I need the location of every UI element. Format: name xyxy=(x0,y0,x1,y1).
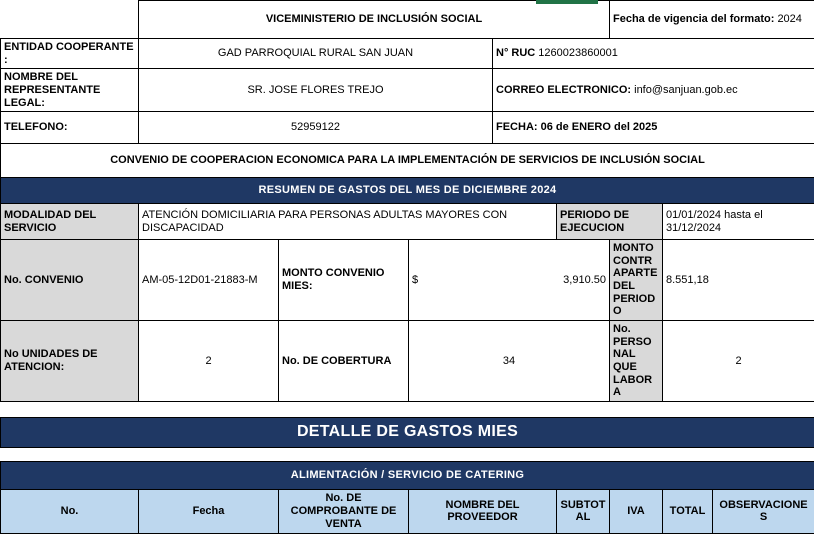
spacer-row-1 xyxy=(1,401,814,417)
ruc-cell xyxy=(493,39,814,69)
detalle-banner: DETALLE DE GASTOS MIES xyxy=(1,417,814,447)
entity-value: GAD PARROQUIAL RURAL SAN JUAN xyxy=(139,39,493,69)
phone-value: 52959122 xyxy=(139,112,493,144)
representative-label: NOMBRE DEL REPRESENTANTE LEGAL: xyxy=(1,69,139,112)
personal-label: No. PERSONAL QUE LABORA xyxy=(610,321,663,402)
ministry-title: VICEMINISTERIO DE INCLUSIÓN SOCIAL xyxy=(139,1,610,39)
header-logo-cell xyxy=(1,1,139,39)
email-value: info@sanjuan.gob.ec xyxy=(634,84,738,96)
col-header-subtotal: SUBTOTAL xyxy=(557,489,610,533)
email-cell xyxy=(493,69,814,112)
contraparte-label: MONTO CONTRAPARTE DEL PERIODO xyxy=(610,240,663,321)
green-tab-marker xyxy=(536,0,598,4)
unidades-value: 2 xyxy=(139,321,279,402)
modalidad-label: MODALIDAD DEL SERVICIO xyxy=(1,204,139,240)
periodo-label: PERIODO DE EJECUCION xyxy=(557,204,663,240)
periodo-value: 01/01/2024 hasta el 31/12/2024 xyxy=(663,204,814,240)
monto-convenio-label: MONTO CONVENIO MIES: xyxy=(279,240,409,321)
date-cell xyxy=(493,112,814,144)
col-header-fecha: Fecha xyxy=(139,489,279,533)
contraparte-value: 8.551,18 xyxy=(663,240,814,321)
col-header-total: TOTAL xyxy=(663,489,713,533)
col-header-comprobante: No. DE COMPROBANTE DE VENTA xyxy=(279,489,409,533)
convenio-number-value: AM-05-12D01-21883-M xyxy=(139,240,279,321)
personal-value: 2 xyxy=(663,321,814,402)
spacer-row-2 xyxy=(1,447,814,461)
convenio-title: CONVENIO DE COOPERACION ECONOMICA PARA LA IMPLEMENTACIÓN DE SERVICIOS DE INCLUSIÓN SOCIAL xyxy=(1,144,814,178)
col-header-observaciones: OBSERVACIONES xyxy=(713,489,814,533)
email-label: CORREO ELECTRONICO: xyxy=(496,84,631,96)
representative-value: SR. JOSE FLORES TREJO xyxy=(139,69,493,112)
unidades-label: No UNIDADES DE ATENCION: xyxy=(1,321,139,402)
cobertura-label: No. DE COBERTURA xyxy=(279,321,409,402)
modalidad-value: ATENCIÓN DOMICILIARIA PARA PERSONAS ADULTAS MAYORES CON DISCAPACIDAD xyxy=(139,204,557,240)
col-header-iva: IVA xyxy=(610,489,663,533)
convenio-number-label: No. CONVENIO xyxy=(1,240,139,321)
alimentacion-banner: ALIMENTACIÓN / SERVICIO DE CATERING xyxy=(1,461,814,489)
validity-cell xyxy=(610,1,814,39)
validity-year: 2024 xyxy=(777,13,801,25)
date-value: 06 de ENERO del 2025 xyxy=(541,121,658,133)
resumen-banner: RESUMEN DE GASTOS DEL MES DE DICIEMBRE 2024 xyxy=(1,178,814,204)
col-header-no: No. xyxy=(1,489,139,533)
phone-label: TELEFONO: xyxy=(1,112,139,144)
date-label: FECHA: xyxy=(496,121,538,133)
monto-value: 3,910.50 xyxy=(557,240,610,321)
validity-label: Fecha de vigencia del formato: xyxy=(613,13,774,25)
entity-label: ENTIDAD COOPERANTE : xyxy=(1,39,139,69)
ruc-value: 1260023860001 xyxy=(538,47,618,59)
col-header-proveedor: NOMBRE DEL PROVEEDOR xyxy=(409,489,557,533)
monto-currency: $ xyxy=(409,240,557,321)
ruc-label: N° RUC xyxy=(496,47,535,59)
cobertura-value: 34 xyxy=(409,321,610,402)
